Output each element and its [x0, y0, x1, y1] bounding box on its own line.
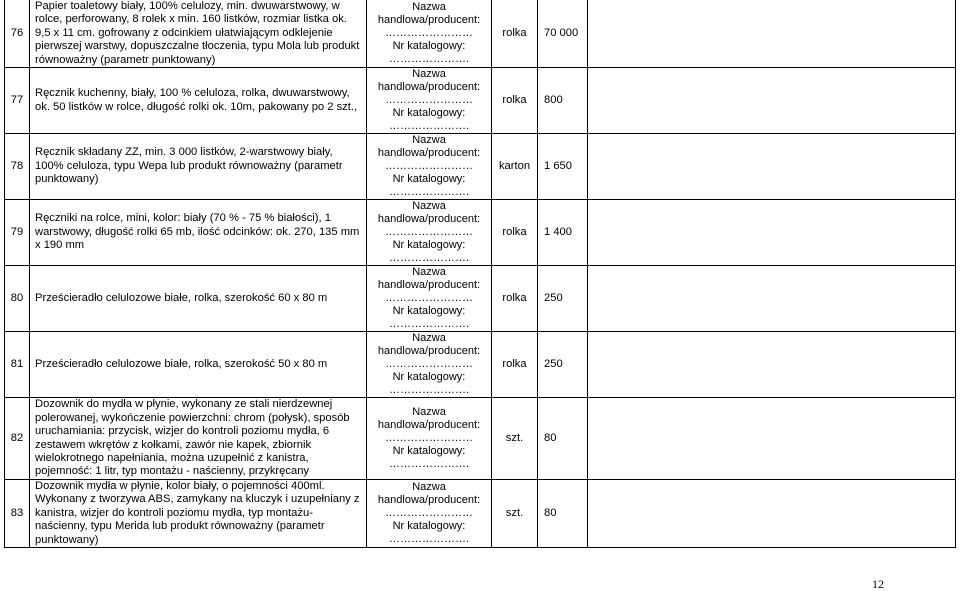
row-quantity: 80 [538, 480, 588, 548]
product-info-cell [367, 266, 492, 332]
product-info-cell [367, 332, 492, 398]
catalog-dots: …………………. [388, 384, 470, 397]
catalog-dots: …………………. [388, 186, 470, 199]
table-row [5, 480, 956, 548]
row-description [30, 480, 367, 548]
table-row [5, 0, 956, 68]
manufacturer-dots: …………………… [385, 27, 473, 40]
manufacturer-label: handlowa/producent: [377, 14, 481, 27]
price-cell [588, 200, 956, 266]
manufacturer-label: handlowa/producent: [377, 147, 481, 160]
row-quantity: 1 400 [538, 200, 588, 266]
description-text: Ręczniki na rolce, mini, kolor: biały (70 % - 75 % białości), 1 warstwowy, długość rolki 65 mb, ilość odcinków: ok. 270, 135 mm x 190 mm [35, 212, 360, 252]
row-unit: szt. [492, 480, 538, 548]
row-unit: rolka [492, 0, 538, 68]
manufacturer-label: handlowa/producent: [377, 419, 481, 432]
catalog-label: Nr katalogowy: [392, 239, 466, 252]
product-info-cell [367, 68, 492, 134]
row-number: 81 [5, 332, 30, 398]
catalog-dots: …………………. [388, 533, 470, 546]
table-row [5, 332, 956, 398]
price-cell [588, 332, 956, 398]
product-info-cell [367, 398, 492, 480]
catalog-label: Nr katalogowy: [392, 445, 466, 458]
row-quantity: 250 [538, 332, 588, 398]
manufacturer-dots: …………………… [385, 507, 473, 520]
price-cell [588, 134, 956, 200]
row-quantity: 250 [538, 266, 588, 332]
catalog-label: Nr katalogowy: [392, 40, 466, 53]
row-number: 79 [5, 200, 30, 266]
row-unit: rolka [492, 68, 538, 134]
row-unit: rolka [492, 332, 538, 398]
row-quantity: 1 650 [538, 134, 588, 200]
description-text: Prześcieradło celulozowe białe, rolka, szerokość 50 x 80 m [35, 357, 328, 370]
name-label: Nazwa [412, 406, 446, 419]
manufacturer-label: handlowa/producent: [377, 81, 481, 94]
name-label: Nazwa [412, 1, 446, 14]
page-number: 12 [872, 577, 884, 591]
catalog-label: Nr katalogowy: [392, 173, 466, 186]
price-cell [588, 266, 956, 332]
description-text: Dozownik mydła w płynie, kolor biały, o pojemności 400ml. Wykonany z tworzywa ABS, zamykany na kluczyk i uzupełniany z kanistra, wizjer do kontroli poziomu mydła, typ montażu- naścienny, typu Merida lub produkt równoważny (parametr punktowany) [35, 480, 360, 546]
catalog-label: Nr katalogowy: [392, 520, 466, 533]
name-label: Nazwa [412, 266, 446, 279]
product-info-cell [367, 480, 492, 548]
description-text: Prześcieradło celulozowe białe, rolka, szerokość 60 x 80 m [35, 291, 328, 304]
manufacturer-label: handlowa/producent: [377, 345, 481, 358]
table-row [5, 398, 956, 480]
row-description [30, 398, 367, 480]
row-number: 77 [5, 68, 30, 134]
manufacturer-dots: …………………… [385, 160, 473, 173]
table-row [5, 200, 956, 266]
name-label: Nazwa [412, 200, 446, 213]
row-description [30, 0, 367, 68]
row-description [30, 200, 367, 266]
row-quantity: 70 000 [538, 0, 588, 68]
price-cell [588, 68, 956, 134]
manufacturer-dots: …………………… [385, 358, 473, 371]
price-cell [588, 480, 956, 548]
row-number: 78 [5, 134, 30, 200]
name-label: Nazwa [412, 68, 446, 81]
name-label: Nazwa [412, 332, 446, 345]
description-text: Dozownik do mydła w płynie, wykonany ze stali nierdzewnej polerowanej, wykończenie powierzchni: chrom (połysk), sposób uruchamiania: przycisk, wizjer do kontroli poziomu mydła, 6 zestawem wkrętów z kołkami, zawór nie kapek, zbiornik wielokrotnego napełniania, można uzupełnić z kanistra, pojemność: 1 litr, typ montażu - naścienny, przykręcany [35, 398, 350, 478]
row-unit: rolka [492, 200, 538, 266]
product-info-cell [367, 200, 492, 266]
manufacturer-dots: …………………… [385, 432, 473, 445]
name-label: Nazwa [412, 134, 446, 147]
catalog-dots: …………………. [388, 252, 470, 265]
row-description [30, 332, 367, 398]
row-number: 82 [5, 398, 30, 480]
manufacturer-dots: …………………… [385, 226, 473, 239]
row-number: 76 [5, 0, 30, 68]
catalog-dots: …………………. [388, 53, 470, 66]
row-number: 83 [5, 480, 30, 548]
description-text: Papier toaletowy biały, 100% celulozy, min. dwuwarstwowy, w rolce, perforowany, 8 rolek x min. 160 listków, rozmiar listka ok. 9,5 x 11 cm. gofrowany z odcinkiem ułatwiającym odklejenie pierwszej warstwy, dopuszczalne tłoczenia, typu Mola lub produkt równoważny (parametr punktowany) [35, 0, 360, 66]
row-unit: rolka [492, 266, 538, 332]
product-info-cell [367, 0, 492, 68]
catalog-dots: …………………. [388, 458, 470, 471]
row-description [30, 266, 367, 332]
catalog-label: Nr katalogowy: [392, 107, 466, 120]
row-quantity: 80 [538, 398, 588, 480]
table-row [5, 68, 956, 134]
table-row [5, 134, 956, 200]
items-table [4, 0, 956, 548]
catalog-dots: …………………. [388, 318, 470, 331]
row-description [30, 134, 367, 200]
manufacturer-label: handlowa/producent: [377, 213, 481, 226]
row-unit: karton [492, 134, 538, 200]
price-cell [588, 398, 956, 480]
manufacturer-dots: …………………… [385, 94, 473, 107]
catalog-dots: …………………. [388, 120, 470, 133]
price-cell [588, 0, 956, 68]
product-info-cell [367, 134, 492, 200]
table-row [5, 266, 956, 332]
manufacturer-label: handlowa/producent: [377, 279, 481, 292]
manufacturer-dots: …………………… [385, 292, 473, 305]
row-quantity: 800 [538, 68, 588, 134]
catalog-label: Nr katalogowy: [392, 305, 466, 318]
row-description [30, 68, 367, 134]
catalog-label: Nr katalogowy: [392, 371, 466, 384]
row-number: 80 [5, 266, 30, 332]
row-unit: szt. [492, 398, 538, 480]
description-text: Ręcznik kuchenny, biały, 100 % celuloza, rolka, dwuwarstwowy, ok. 50 listków w rolce, długość rolki ok. 10m, pakowany po 2 szt., [35, 87, 358, 113]
manufacturer-label: handlowa/producent: [377, 494, 481, 507]
description-text: Ręcznik składany ZZ, min. 3 000 listków, 2-warstwowy biały, 100% celuloza, typu Wepa lub produkt równoważny (parametr punktowany) [35, 146, 343, 186]
name-label: Nazwa [412, 481, 446, 494]
